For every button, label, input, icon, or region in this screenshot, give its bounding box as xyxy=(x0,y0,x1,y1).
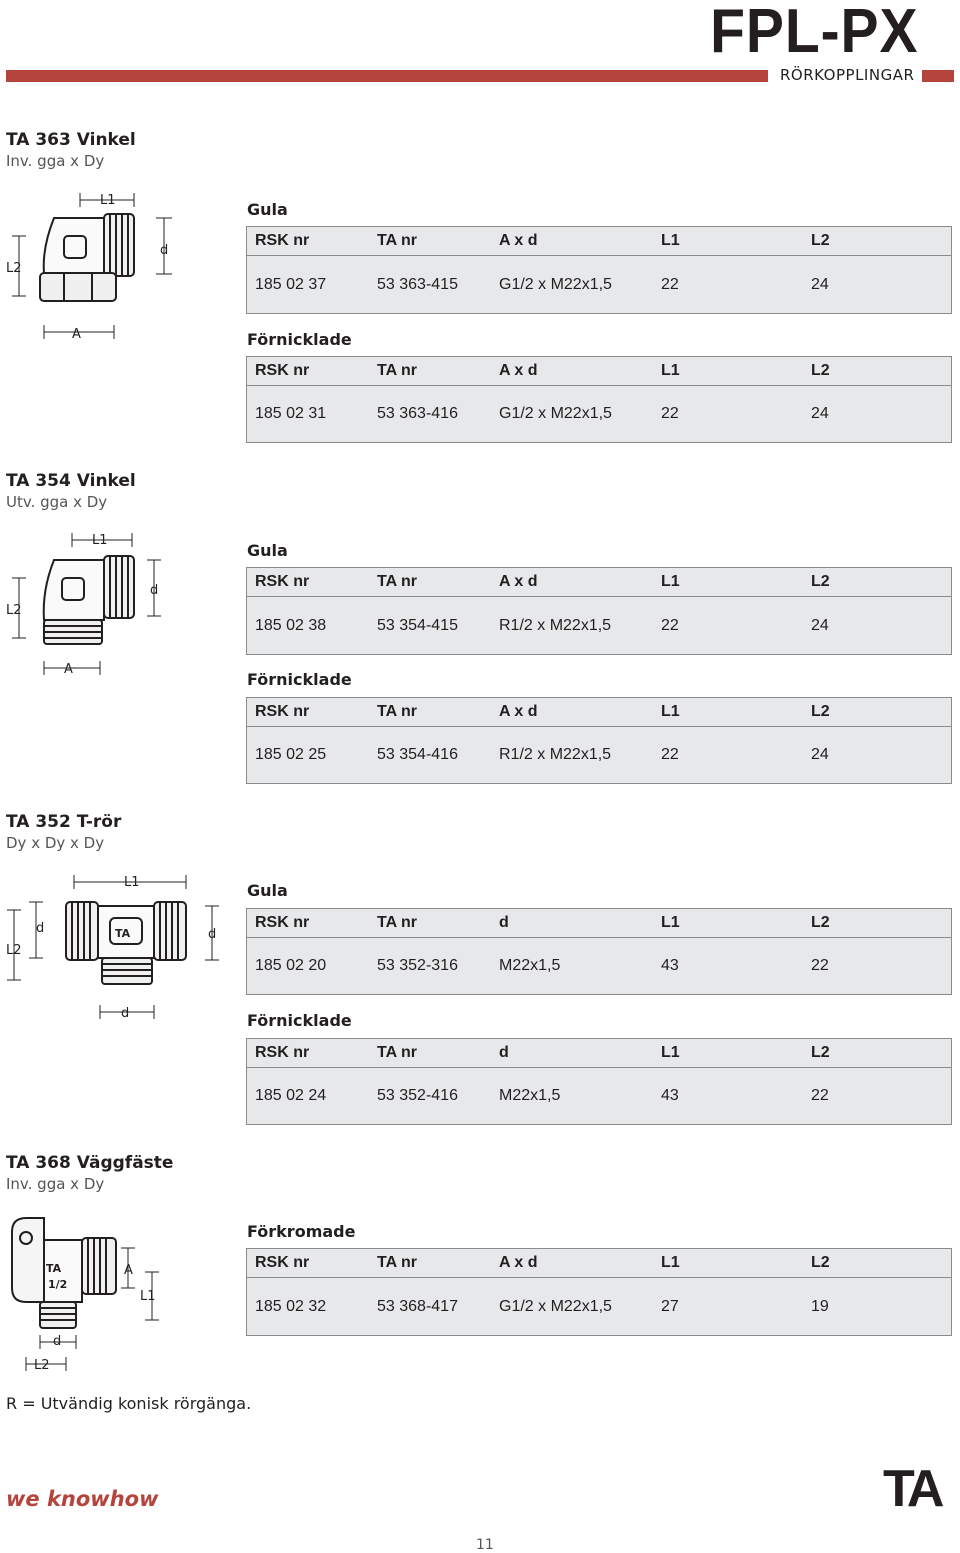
column-header: A x d xyxy=(499,362,538,379)
cell-ta: 53 363-416 xyxy=(377,405,458,422)
table-header xyxy=(247,909,951,938)
product-title: TA 354 Vinkel xyxy=(6,471,136,491)
spec-table xyxy=(246,1248,952,1336)
group-title: Gula xyxy=(247,200,288,219)
column-header: TA nr xyxy=(377,1044,417,1061)
cell-rsk: 185 02 20 xyxy=(255,957,327,974)
cell-l1: 22 xyxy=(661,405,679,422)
dim-a: A xyxy=(64,662,73,677)
cell-l1: 43 xyxy=(661,957,679,974)
cell-rsk: 185 02 31 xyxy=(255,405,327,422)
wall-bracket-diagram xyxy=(4,1212,174,1377)
dim-l2: L2 xyxy=(34,1358,50,1373)
cell-rsk: 185 02 24 xyxy=(255,1087,327,1104)
product-subtitle: Dy x Dy x Dy xyxy=(6,834,105,852)
cell-rsk: 185 02 37 xyxy=(255,275,327,293)
group-title: Förnicklade xyxy=(247,1011,352,1030)
slogan: we knowhow xyxy=(6,1487,159,1511)
spec-table xyxy=(246,908,952,995)
cell-ta: 53 363-415 xyxy=(377,275,458,293)
table-header xyxy=(247,698,951,727)
column-header: L1 xyxy=(661,1044,680,1061)
cell-dim: G1/2 x M22x1,5 xyxy=(499,275,612,293)
cell-ta: 53 354-416 xyxy=(377,746,458,763)
cell-ta: 53 352-316 xyxy=(377,957,458,974)
cell-rsk: 185 02 25 xyxy=(255,746,327,763)
elbow-fitting-diagram xyxy=(4,188,184,348)
product-heading xyxy=(6,812,121,852)
page-number: 11 xyxy=(476,1537,494,1553)
group-title: Förkromade xyxy=(247,1222,356,1241)
table-row xyxy=(247,597,951,654)
cell-rsk: 185 02 38 xyxy=(255,616,327,634)
dim-l1: L1 xyxy=(140,1289,156,1304)
column-header: TA nr xyxy=(377,232,417,249)
cell-l2: 24 xyxy=(811,405,829,422)
column-header: A x d xyxy=(499,703,538,720)
column-header: d xyxy=(499,914,509,931)
table-header xyxy=(247,1249,951,1278)
dim-d: d xyxy=(121,1006,130,1021)
cell-l2: 22 xyxy=(811,1087,829,1104)
column-header: RSK nr xyxy=(255,573,310,590)
cell-dim: M22x1,5 xyxy=(499,1087,561,1104)
spec-table xyxy=(246,1038,952,1125)
product-title: TA 352 T-rör xyxy=(6,812,122,832)
group-title: Förnicklade xyxy=(247,670,352,689)
column-header: TA nr xyxy=(377,362,417,379)
dim-d: d xyxy=(150,583,159,598)
cell-rsk: 185 02 32 xyxy=(255,1297,327,1315)
column-header: L1 xyxy=(661,362,680,379)
cell-l2: 24 xyxy=(811,616,829,634)
cell-l1: 43 xyxy=(661,1087,679,1104)
cell-dim: R1/2 x M22x1,5 xyxy=(499,616,612,634)
column-header: L2 xyxy=(811,362,830,379)
column-header: L1 xyxy=(661,1254,680,1271)
cell-dim: G1/2 x M22x1,5 xyxy=(499,405,612,422)
product-subtitle: Utv. gga x Dy xyxy=(6,493,108,511)
product-heading xyxy=(6,1153,173,1193)
cell-l2: 22 xyxy=(811,957,829,974)
column-header: RSK nr xyxy=(255,1044,310,1061)
dim-l1: L1 xyxy=(124,875,140,890)
ta-mark: TA xyxy=(115,927,131,940)
size-mark: 1/2 xyxy=(48,1278,68,1291)
elbow-fitting-diagram xyxy=(4,528,184,688)
group-title: Gula xyxy=(247,881,288,900)
cell-l2: 24 xyxy=(811,275,829,293)
product-subtitle: Inv. gga x Dy xyxy=(6,152,105,170)
tee-fitting-diagram xyxy=(4,870,234,1030)
header-bar xyxy=(6,70,768,82)
column-header: TA nr xyxy=(377,573,417,590)
column-header: TA nr xyxy=(377,703,417,720)
column-header: L2 xyxy=(811,703,830,720)
dim-l1: L1 xyxy=(92,533,108,548)
table-row xyxy=(247,727,951,783)
column-header: d xyxy=(499,1044,509,1061)
table-header xyxy=(247,1039,951,1068)
dim-d: d xyxy=(53,1334,62,1349)
table-header xyxy=(247,568,951,597)
dim-l1: L1 xyxy=(100,193,116,208)
footnote: R = Utvändig konisk rörgänga. xyxy=(6,1394,252,1413)
table-row xyxy=(247,1068,951,1124)
cell-l1: 22 xyxy=(661,275,679,293)
column-header: L1 xyxy=(661,232,680,249)
column-header: L1 xyxy=(661,573,680,590)
dim-d: d xyxy=(36,921,45,936)
ta-logo xyxy=(883,1462,955,1510)
column-header: L1 xyxy=(661,703,680,720)
spec-table xyxy=(246,567,952,655)
column-header: RSK nr xyxy=(255,1254,310,1271)
cell-dim: G1/2 x M22x1,5 xyxy=(499,1297,612,1315)
column-header: TA nr xyxy=(377,1254,417,1271)
column-header: TA nr xyxy=(377,914,417,931)
cell-l1: 22 xyxy=(661,616,679,634)
dim-l2: L2 xyxy=(6,261,22,276)
spec-table xyxy=(246,697,952,784)
table-row xyxy=(247,938,951,994)
dim-l2: L2 xyxy=(6,603,22,618)
ta-mark: TA xyxy=(46,1262,62,1275)
table-header xyxy=(247,357,951,386)
spec-table xyxy=(246,226,952,314)
column-header: A x d xyxy=(499,1254,538,1271)
column-header: L1 xyxy=(661,914,680,931)
group-title: Gula xyxy=(247,541,288,560)
cell-l1: 22 xyxy=(661,746,679,763)
cell-ta: 53 354-415 xyxy=(377,616,458,634)
column-header: L2 xyxy=(811,573,830,590)
column-header: L2 xyxy=(811,1044,830,1061)
dim-d: d xyxy=(160,243,169,258)
brand-subtitle: RÖRKOPPLINGAR xyxy=(780,66,915,84)
table-row xyxy=(247,386,951,442)
spec-table xyxy=(246,356,952,443)
brand-title: FPL-PX xyxy=(709,0,918,66)
product-heading xyxy=(6,471,136,511)
cell-ta: 53 368-417 xyxy=(377,1297,458,1315)
column-header: RSK nr xyxy=(255,914,310,931)
product-heading xyxy=(6,130,136,170)
cell-l2: 19 xyxy=(811,1297,829,1315)
column-header: L2 xyxy=(811,232,830,249)
table-header xyxy=(247,227,951,256)
dim-a: A xyxy=(72,327,81,342)
column-header: A x d xyxy=(499,573,538,590)
column-header: L2 xyxy=(811,914,830,931)
table-row xyxy=(247,256,951,313)
header-bar-end xyxy=(922,70,954,82)
cell-l2: 24 xyxy=(811,746,829,763)
product-subtitle: Inv. gga x Dy xyxy=(6,1175,105,1193)
table-row xyxy=(247,1278,951,1335)
cell-l1: 27 xyxy=(661,1297,679,1315)
dim-a: A xyxy=(124,1263,133,1278)
product-title: TA 363 Vinkel xyxy=(6,130,136,150)
cell-ta: 53 352-416 xyxy=(377,1087,458,1104)
cell-dim: M22x1,5 xyxy=(499,957,561,974)
column-header: A x d xyxy=(499,232,538,249)
column-header: RSK nr xyxy=(255,362,310,379)
product-title: TA 368 Väggfäste xyxy=(6,1153,174,1173)
group-title: Förnicklade xyxy=(247,330,352,349)
column-header: L2 xyxy=(811,1254,830,1271)
cell-dim: R1/2 x M22x1,5 xyxy=(499,746,612,763)
column-header: RSK nr xyxy=(255,232,310,249)
dim-l2: L2 xyxy=(6,943,22,958)
ta-logo-text: TA xyxy=(883,1462,941,1510)
column-header: RSK nr xyxy=(255,703,310,720)
dim-d: d xyxy=(208,927,217,942)
